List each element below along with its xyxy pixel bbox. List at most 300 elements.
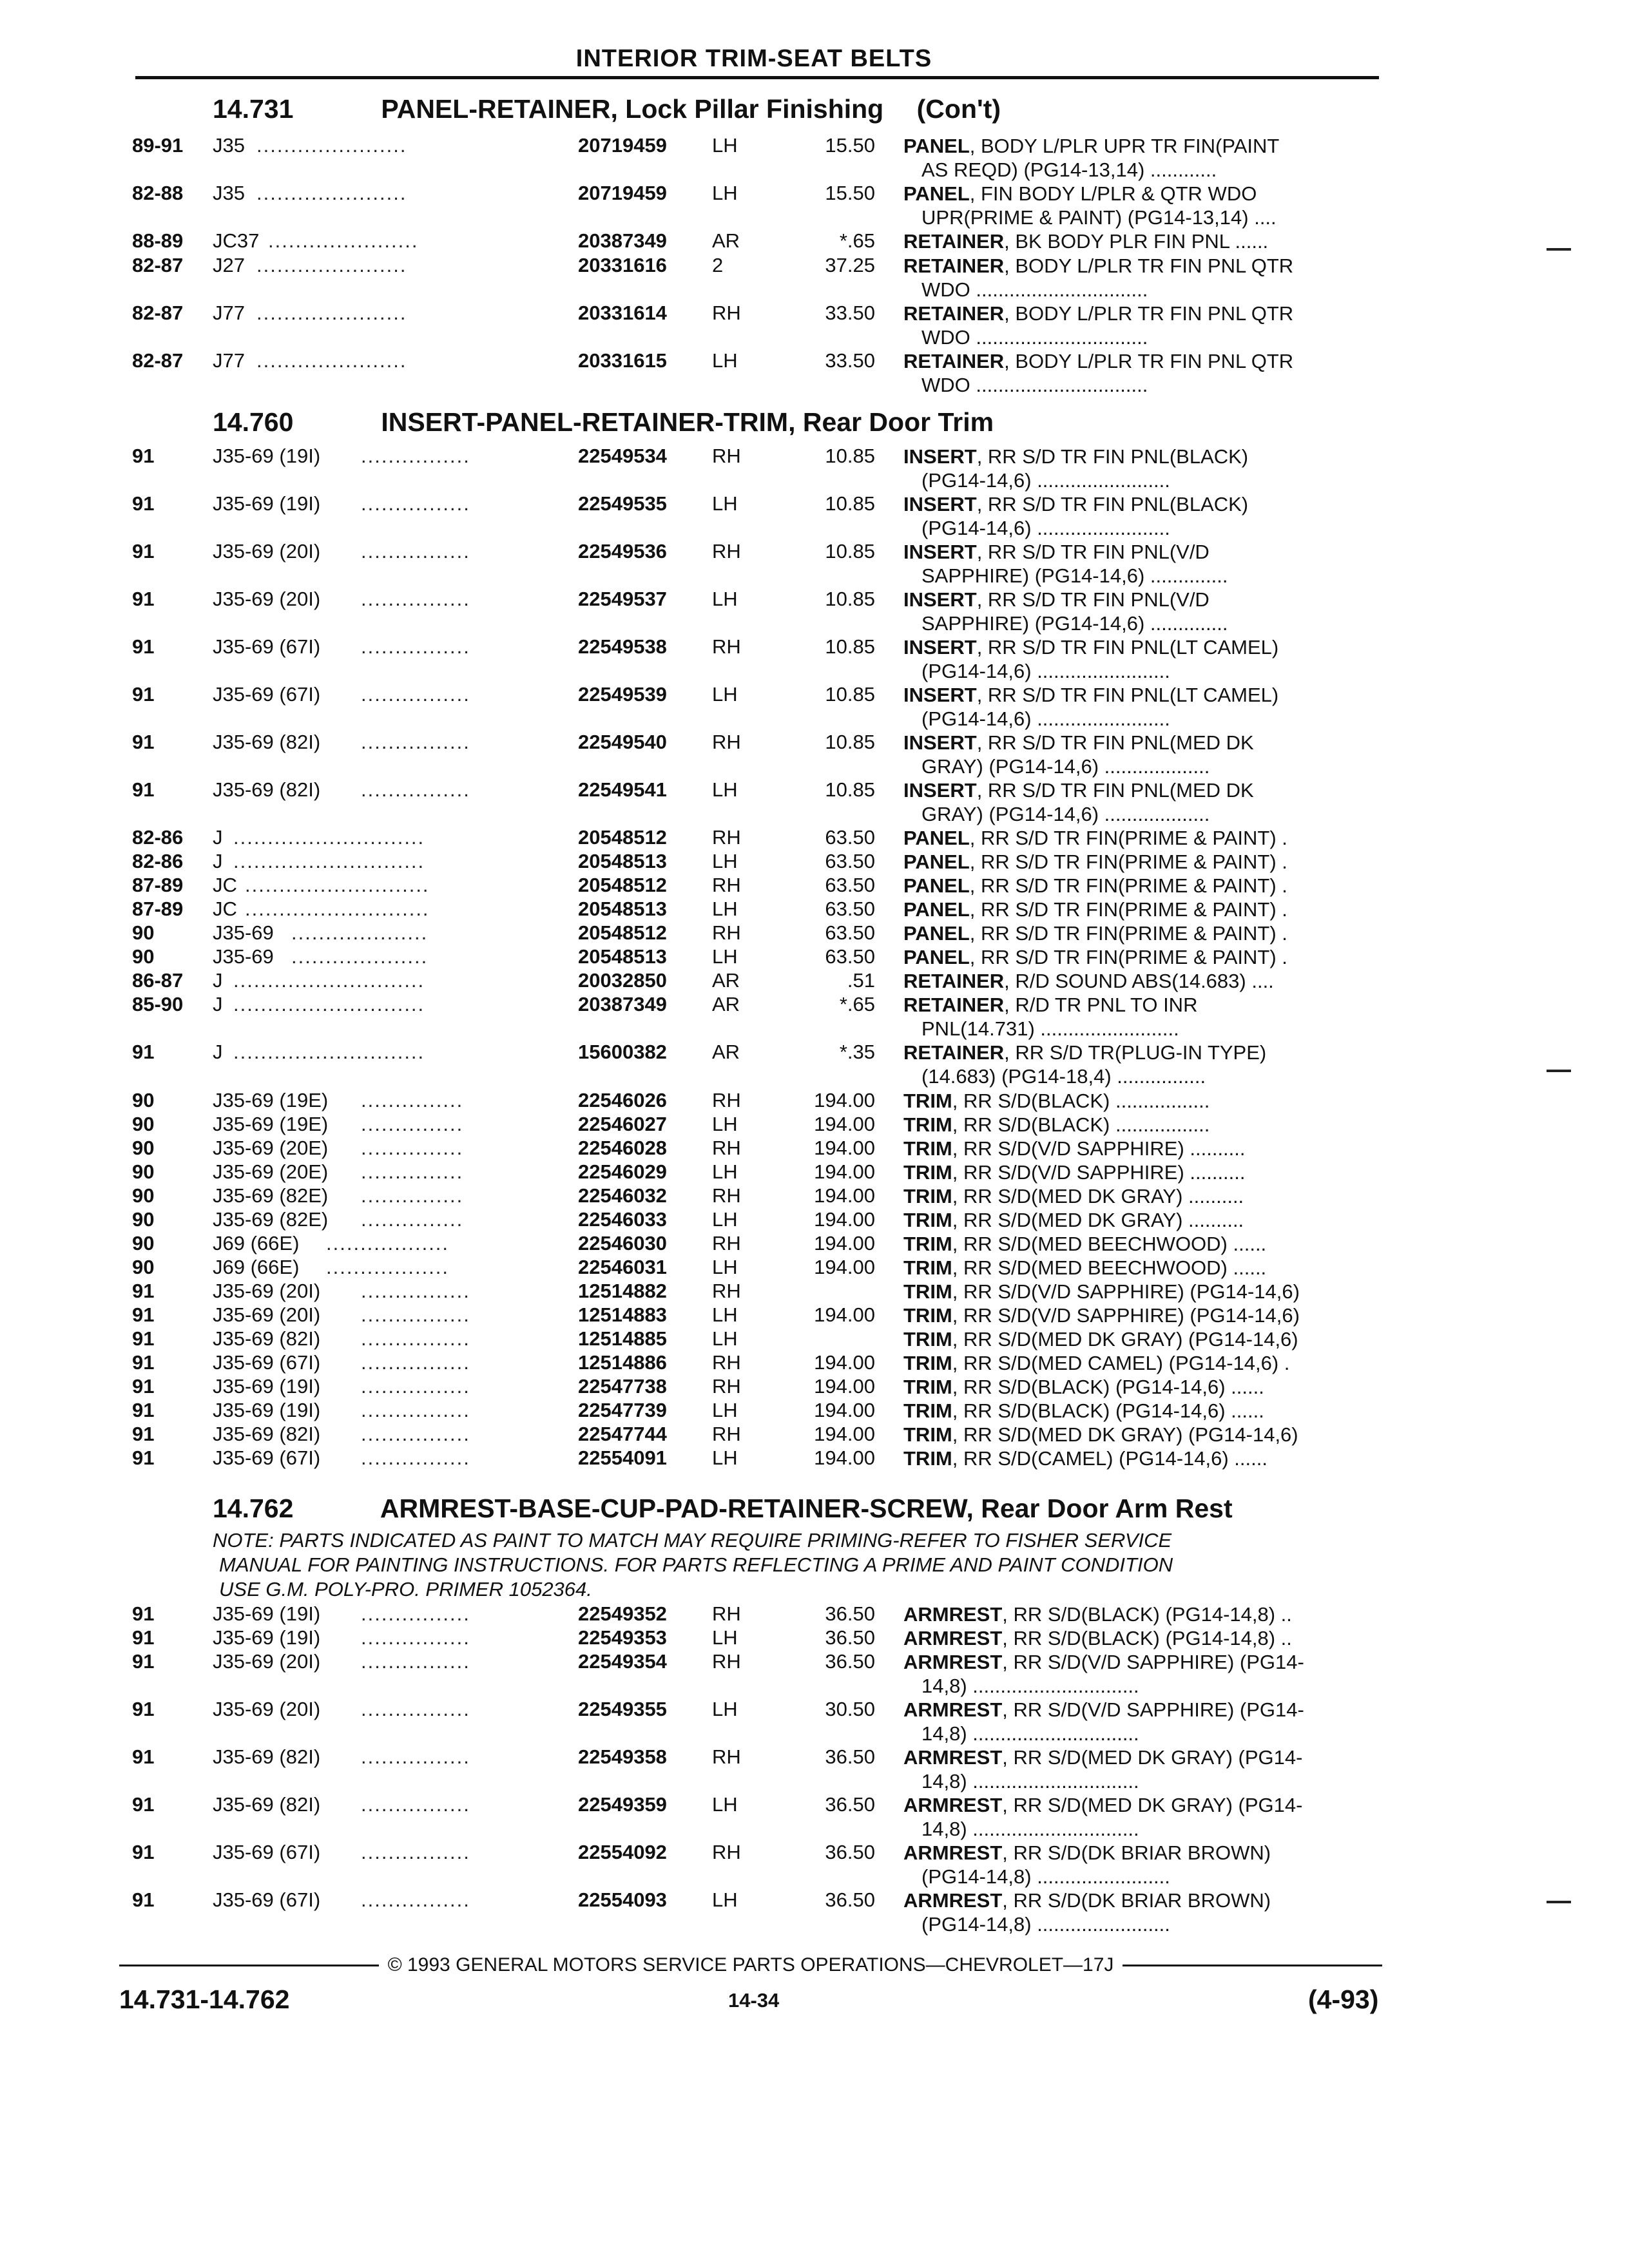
quantity: LH — [712, 1698, 738, 1720]
description-line — [903, 1208, 1380, 1232]
description-text: , RR S/D(MED DK GRAY) .......... — [952, 1185, 1244, 1207]
description-continuation: 14,8) .............................. — [921, 1722, 1139, 1745]
description-line — [903, 1423, 1380, 1446]
part-name: PANEL — [903, 135, 970, 157]
description-line — [903, 731, 1380, 754]
section-heading-14-731 — [213, 94, 1001, 124]
description-line — [903, 349, 1380, 373]
model-code: J69 (66E) — [213, 1232, 300, 1254]
part-number: 22546029 — [578, 1160, 667, 1183]
part-number: 12514882 — [578, 1280, 667, 1302]
part-row — [0, 993, 1629, 1041]
years: 91 — [132, 588, 155, 610]
price: 36.50 — [825, 1888, 875, 1911]
description-line — [903, 1446, 1380, 1470]
quantity: AR — [712, 993, 740, 1015]
dot-leader: ................ — [361, 1698, 470, 1720]
years: 82-87 — [132, 254, 184, 276]
dot-leader: ................ — [361, 1602, 470, 1625]
page-title: INTERIOR TRIM-SEAT BELTS — [575, 45, 932, 72]
description — [903, 1745, 1380, 1793]
years: 91 — [132, 635, 155, 658]
description-text: , RR S/D TR FIN(PRIME & PAINT) . — [969, 827, 1287, 849]
description — [903, 1327, 1380, 1351]
years: 91 — [132, 1280, 155, 1302]
part-number: 20331614 — [578, 302, 667, 324]
margin-mark — [1547, 1901, 1571, 1903]
dot-leader: ........................... — [245, 874, 430, 896]
price: 36.50 — [825, 1626, 875, 1649]
part-number: 22546030 — [578, 1232, 667, 1254]
quantity: RH — [712, 1650, 741, 1673]
part-row — [0, 1793, 1629, 1841]
part-name: ARMREST — [903, 1841, 1003, 1864]
description-text: , RR S/D TR FIN PNL(MED DK — [976, 731, 1254, 754]
header-rule — [135, 76, 1379, 79]
part-number: 22546031 — [578, 1256, 667, 1278]
description-text: , RR S/D(BLACK) (PG14-14,6) ...... — [952, 1399, 1264, 1422]
model-code: J — [213, 969, 223, 992]
part-name: INSERT — [903, 779, 977, 802]
dot-leader: ............... — [361, 1208, 464, 1231]
price: 63.50 — [825, 898, 875, 920]
part-number: 20719459 — [578, 182, 667, 204]
part-name: TRIM — [903, 1447, 952, 1470]
part-name: PANEL — [903, 946, 970, 968]
part-number: 20032850 — [578, 969, 667, 992]
years: 82-86 — [132, 826, 184, 849]
part-name: ARMREST — [903, 1698, 1003, 1721]
years: 90 — [132, 945, 155, 968]
model-code: J35-69 (19E) — [213, 1113, 329, 1135]
model-code: J35-69 (67I) — [213, 1841, 321, 1863]
footer-rule-left — [119, 1965, 379, 1966]
dot-leader: ............... — [361, 1160, 464, 1183]
quantity: LH — [712, 588, 738, 610]
description-line — [903, 1351, 1380, 1375]
part-number: 22549540 — [578, 731, 667, 753]
price: 10.85 — [825, 731, 875, 753]
model-code: J35-69 (67I) — [213, 683, 321, 706]
years: 91 — [132, 1650, 155, 1673]
part-row — [0, 302, 1629, 349]
description — [903, 826, 1380, 850]
years: 91 — [132, 540, 155, 562]
part-row — [0, 850, 1629, 874]
part-number: 22549358 — [578, 1745, 667, 1768]
part-name: RETAINER — [903, 255, 1005, 277]
description — [903, 1375, 1380, 1399]
years: 87-89 — [132, 874, 184, 896]
description — [903, 1160, 1380, 1184]
description-continuation: SAPPHIRE) (PG14-14,6) .............. — [921, 564, 1228, 587]
quantity: 2 — [712, 254, 724, 276]
years: 90 — [132, 1256, 155, 1278]
part-row — [0, 826, 1629, 850]
description-line — [903, 254, 1380, 278]
part-name: ARMREST — [903, 1746, 1003, 1769]
dot-leader: ............................ — [233, 826, 425, 849]
description — [903, 1602, 1380, 1626]
dot-leader: .................. — [326, 1232, 450, 1254]
copyright-text: © 1993 GENERAL MOTORS SERVICE PARTS OPERATIONS—CHEVROLET—17J — [387, 1954, 1114, 1975]
description-continuation: SAPPHIRE) (PG14-14,6) .............. — [921, 612, 1228, 635]
part-number: 22549537 — [578, 588, 667, 610]
part-number: 22546028 — [578, 1137, 667, 1159]
part-row — [0, 1256, 1629, 1280]
description-text: , RR S/D TR FIN(PRIME & PAINT) . — [969, 898, 1287, 921]
model-code: J35 — [213, 182, 245, 204]
part-number: 20719459 — [578, 134, 667, 157]
price: 194.00 — [814, 1184, 875, 1207]
quantity: LH — [712, 850, 738, 872]
dot-leader: .................... — [291, 945, 429, 968]
dot-leader: ................ — [361, 492, 470, 515]
part-row — [0, 635, 1629, 683]
painting-note — [213, 1528, 1373, 1602]
part-row — [0, 1184, 1629, 1209]
page-number: 14-34 — [728, 1989, 780, 2012]
description-continuation: (14.683) (PG14-18,4) ................ — [921, 1065, 1206, 1088]
price: 36.50 — [825, 1602, 875, 1625]
description-line — [903, 302, 1380, 325]
description-text: , RR S/D(V/D SAPPHIRE) (PG14- — [1002, 1698, 1304, 1721]
description-text: , RR S/D(DK BRIAR BROWN) — [1002, 1841, 1271, 1864]
description — [903, 1698, 1380, 1745]
description — [903, 1113, 1380, 1137]
description — [903, 1256, 1380, 1280]
years: 90 — [132, 1137, 155, 1159]
description — [903, 229, 1380, 253]
model-code: J35-69 (67I) — [213, 635, 321, 658]
price: 194.00 — [814, 1113, 875, 1135]
part-number: 20548513 — [578, 898, 667, 920]
quantity: LH — [712, 1160, 738, 1183]
description-text: , RR S/D(MED BEECHWOOD) ...... — [952, 1256, 1267, 1279]
price: 194.00 — [814, 1256, 875, 1278]
model-code: J35-69 (67I) — [213, 1446, 321, 1469]
part-number: 20387349 — [578, 993, 667, 1015]
part-name: INSERT — [903, 731, 977, 754]
description-line — [903, 229, 1380, 253]
years: 91 — [132, 1888, 155, 1911]
quantity: RH — [712, 1375, 741, 1398]
dot-leader: ................ — [361, 1280, 470, 1302]
description — [903, 1650, 1380, 1698]
dot-leader: ................ — [361, 731, 470, 753]
description — [903, 1423, 1380, 1446]
years: 87-89 — [132, 898, 184, 920]
quantity: LH — [712, 492, 738, 515]
description-line — [903, 1089, 1380, 1113]
description-line — [903, 826, 1380, 850]
description-text: , RR S/D(MED DK GRAY) (PG14-14,6) — [952, 1423, 1298, 1446]
price: 15.50 — [825, 182, 875, 204]
description-line — [903, 1399, 1380, 1423]
part-number: 22547739 — [578, 1399, 667, 1421]
part-number: 12514886 — [578, 1351, 667, 1374]
description — [903, 731, 1380, 778]
years: 90 — [132, 1184, 155, 1207]
quantity: LH — [712, 1303, 738, 1326]
dot-leader: ................ — [361, 1351, 470, 1374]
description-continuation: 14,8) .............................. — [921, 1770, 1139, 1792]
description — [903, 1841, 1380, 1888]
part-name: TRIM — [903, 1090, 952, 1112]
description — [903, 588, 1380, 635]
description — [903, 182, 1380, 229]
description-line — [903, 1327, 1380, 1351]
part-number: 22549538 — [578, 635, 667, 658]
part-row — [0, 945, 1629, 970]
years: 86-87 — [132, 969, 184, 992]
part-name: INSERT — [903, 445, 977, 468]
quantity: LH — [712, 1888, 738, 1911]
description-continuation: (PG14-14,6) ........................ — [921, 660, 1170, 682]
part-row — [0, 1888, 1629, 1936]
quantity: RH — [712, 540, 741, 562]
model-code: J35-69 (82I) — [213, 1423, 321, 1445]
price: 194.00 — [814, 1208, 875, 1231]
revision-date: (4-93) — [1308, 1984, 1379, 2014]
dot-leader: ................ — [361, 778, 470, 801]
description-text: , RR S/D(DK BRIAR BROWN) — [1002, 1889, 1271, 1912]
description-line — [903, 1160, 1380, 1184]
description — [903, 1793, 1380, 1841]
model-code: J35-69 (20I) — [213, 1698, 321, 1720]
description-line — [903, 1041, 1380, 1064]
description-text: , RR S/D(MED DK GRAY) (PG14- — [1002, 1794, 1303, 1816]
description — [903, 850, 1380, 874]
part-name: TRIM — [903, 1280, 952, 1303]
description-continuation: UPR(PRIME & PAINT) (PG14-13,14) .... — [921, 206, 1277, 229]
quantity: LH — [712, 683, 738, 706]
description — [903, 969, 1380, 993]
description-continuation: GRAY) (PG14-14,6) ................... — [921, 803, 1210, 825]
description-text: , RR S/D(CAMEL) (PG14-14,6) ...... — [952, 1447, 1268, 1470]
description-text: , RR S/D(MED DK GRAY) (PG14-14,6) — [952, 1328, 1298, 1350]
part-number: 22549355 — [578, 1698, 667, 1720]
model-code: J35-69 (20I) — [213, 1650, 321, 1673]
description-text: , BODY L/PLR TR FIN PNL QTR — [1004, 255, 1294, 277]
price: 33.50 — [825, 302, 875, 324]
part-name: INSERT — [903, 636, 977, 658]
description — [903, 540, 1380, 588]
part-name: INSERT — [903, 684, 977, 706]
model-code: J35-69 (20I) — [213, 1303, 321, 1326]
description — [903, 1351, 1380, 1375]
description — [903, 1041, 1380, 1088]
years: 91 — [132, 1303, 155, 1326]
description — [903, 302, 1380, 349]
part-number: 20548513 — [578, 945, 667, 968]
part-row — [0, 349, 1629, 397]
quantity: LH — [712, 1113, 738, 1135]
model-code: J35-69 (67I) — [213, 1351, 321, 1374]
part-row — [0, 1089, 1629, 1113]
model-code: J35-69 (20I) — [213, 540, 321, 562]
description-line — [903, 850, 1380, 874]
model-code: J35-69 (67I) — [213, 1888, 321, 1911]
model-code: J35-69 (20E) — [213, 1137, 329, 1159]
price: 37.25 — [825, 254, 875, 276]
part-name: ARMREST — [903, 1603, 1003, 1626]
description — [903, 683, 1380, 731]
years: 91 — [132, 1041, 155, 1063]
part-row — [0, 1327, 1629, 1352]
part-number: 20331616 — [578, 254, 667, 276]
part-name: PANEL — [903, 922, 970, 945]
part-name: RETAINER — [903, 350, 1005, 372]
description-continuation: WDO ............................... — [921, 374, 1148, 396]
part-name: ARMREST — [903, 1651, 1003, 1673]
years: 82-87 — [132, 349, 184, 372]
years: 90 — [132, 1208, 155, 1231]
part-name: PANEL — [903, 850, 970, 873]
price: 194.00 — [814, 1089, 875, 1111]
price: .51 — [847, 969, 875, 992]
description-line — [903, 1841, 1380, 1865]
price: 194.00 — [814, 1399, 875, 1421]
dot-leader: .................. — [326, 1256, 450, 1278]
description-text: , RR S/D(MED DK GRAY) .......... — [952, 1209, 1244, 1231]
years: 91 — [132, 1351, 155, 1374]
description-text: , BODY L/PLR UPR TR FIN(PAINT — [969, 135, 1280, 157]
part-number: 22554091 — [578, 1446, 667, 1469]
model-code: J35-69 (19I) — [213, 445, 321, 467]
dot-leader: ................ — [361, 1745, 470, 1768]
part-name: PANEL — [903, 874, 970, 897]
part-number: 12514883 — [578, 1303, 667, 1326]
quantity: RH — [712, 1280, 741, 1302]
quantity: RH — [712, 731, 741, 753]
part-row — [0, 492, 1629, 540]
description-text: , RR S/D(V/D SAPPHIRE) .......... — [952, 1161, 1246, 1184]
model-code: J35-69 (19I) — [213, 1626, 321, 1649]
description-continuation: (PG14-14,6) ........................ — [921, 469, 1170, 492]
part-name: TRIM — [903, 1423, 952, 1446]
part-row — [0, 445, 1629, 492]
price: 30.50 — [825, 1698, 875, 1720]
model-code: J35-69 (19I) — [213, 1602, 321, 1625]
description-text: , RR S/D TR FIN PNL(BLACK) — [976, 493, 1249, 515]
description-text: , RR S/D(BLACK) (PG14-14,8) .. — [1002, 1627, 1292, 1649]
part-number: 20548512 — [578, 874, 667, 896]
part-number: 22549535 — [578, 492, 667, 515]
description — [903, 874, 1380, 898]
part-number: 20548512 — [578, 826, 667, 849]
part-name: TRIM — [903, 1399, 952, 1422]
part-number: 20548513 — [578, 850, 667, 872]
price: 194.00 — [814, 1303, 875, 1326]
part-name: TRIM — [903, 1113, 952, 1136]
part-number: 22549541 — [578, 778, 667, 801]
section-heading-14-760 — [213, 407, 994, 437]
part-name: TRIM — [903, 1185, 952, 1207]
price: 194.00 — [814, 1446, 875, 1469]
part-number: 22549354 — [578, 1650, 667, 1673]
part-name: INSERT — [903, 588, 977, 611]
part-name: ARMREST — [903, 1627, 1003, 1649]
description-line — [903, 1137, 1380, 1160]
description-line — [903, 1793, 1380, 1817]
years: 91 — [132, 1327, 155, 1350]
years: 90 — [132, 1113, 155, 1135]
dot-leader: ............................ — [233, 850, 425, 872]
years: 82-87 — [132, 302, 184, 324]
description — [903, 1626, 1380, 1650]
description-line — [903, 1113, 1380, 1137]
description-text: , RR S/D TR FIN(PRIME & PAINT) . — [969, 922, 1287, 945]
price: 10.85 — [825, 635, 875, 658]
model-code: J35-69 (82I) — [213, 1745, 321, 1768]
part-row — [0, 1841, 1629, 1888]
quantity: RH — [712, 445, 741, 467]
part-name: ARMREST — [903, 1794, 1003, 1816]
quantity: LH — [712, 1626, 738, 1649]
description-line — [903, 1745, 1380, 1769]
dot-leader: ................ — [361, 1423, 470, 1445]
part-name: RETAINER — [903, 994, 1005, 1016]
part-name: TRIM — [903, 1209, 952, 1231]
dot-leader: ................ — [361, 1399, 470, 1421]
description-text: , R/D SOUND ABS(14.683) .... — [1004, 970, 1274, 992]
model-code: J35-69 (19I) — [213, 1375, 321, 1398]
part-row — [0, 540, 1629, 588]
section-number: 14.760 — [213, 407, 294, 437]
margin-mark — [1547, 248, 1571, 251]
description-text: , RR S/D TR FIN PNL(V/D — [976, 588, 1210, 611]
description-continuation: 14,8) .............................. — [921, 1675, 1139, 1697]
dot-leader: ...................... — [256, 349, 407, 372]
model-code: J35-69 (20I) — [213, 588, 321, 610]
quantity: RH — [712, 874, 741, 896]
years: 91 — [132, 445, 155, 467]
model-code: J77 — [213, 302, 245, 324]
part-number: 20387349 — [578, 229, 667, 252]
part-name: INSERT — [903, 541, 977, 563]
part-row — [0, 1446, 1629, 1471]
model-code: JC — [213, 898, 237, 920]
dot-leader: .................... — [291, 921, 429, 944]
price: 33.50 — [825, 349, 875, 372]
part-number: 22547738 — [578, 1375, 667, 1398]
description — [903, 1184, 1380, 1208]
description — [903, 921, 1380, 945]
dot-leader: ................ — [361, 635, 470, 658]
description-text: , FIN BODY L/PLR & QTR WDO — [969, 182, 1257, 205]
price: 36.50 — [825, 1745, 875, 1768]
model-code: J35-69 (82I) — [213, 731, 321, 753]
years: 91 — [132, 1375, 155, 1398]
description — [903, 635, 1380, 683]
description — [903, 993, 1380, 1041]
part-row — [0, 731, 1629, 778]
part-name: TRIM — [903, 1328, 952, 1350]
description-text: , RR S/D(MED CAMEL) (PG14-14,6) . — [952, 1352, 1290, 1374]
description-continuation: (PG14-14,6) ........................ — [921, 517, 1170, 539]
part-row — [0, 1423, 1629, 1447]
description — [903, 445, 1380, 492]
part-row — [0, 1113, 1629, 1137]
price: 36.50 — [825, 1650, 875, 1673]
footer-rule-right — [1123, 1965, 1382, 1966]
quantity: RH — [712, 1089, 741, 1111]
model-code: J35-69 (82E) — [213, 1208, 329, 1231]
description-text: , RR S/D(V/D SAPPHIRE) .......... — [952, 1137, 1246, 1160]
description-text: , RR S/D TR FIN PNL(V/D — [976, 541, 1210, 563]
description-line — [903, 921, 1380, 945]
